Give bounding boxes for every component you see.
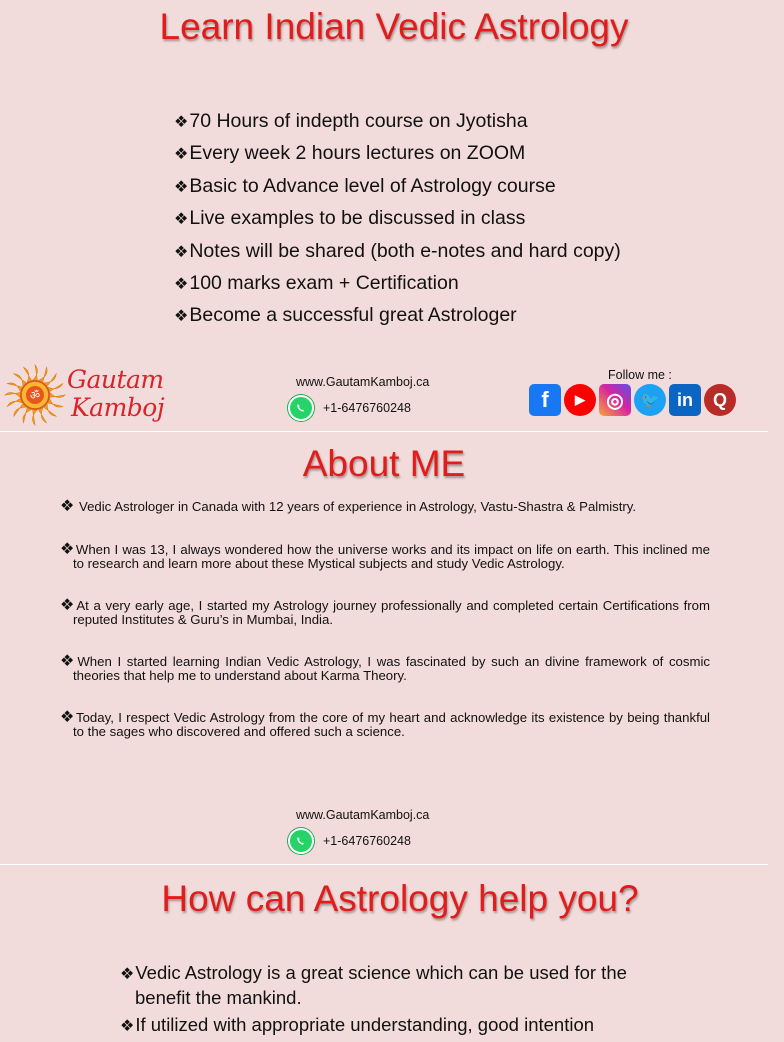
facebook-icon[interactable]: f [529, 384, 561, 416]
help-item-text: Vedic Astrology is a great science which can be used for the benefit the mankind. [135, 962, 627, 1008]
instagram-icon[interactable]: ◎ [599, 384, 631, 416]
about-item-text: When I was 13, I always wondered how the universe works and its impact on life on earth. This inclined me to research and learn more about these Mystical subjects and study Vedic Astrology. [73, 542, 710, 571]
bullet-icon: ❖ [60, 653, 77, 670]
bullet-icon: ❖ [60, 498, 75, 515]
phone-row [288, 828, 411, 854]
feature-item [174, 139, 621, 171]
course-title: Learn Indian Vedic Astrology [159, 6, 629, 47]
bullet-icon: ❖ [60, 541, 75, 558]
whatsapp-icon[interactable] [288, 828, 314, 854]
about-item [60, 500, 710, 514]
course-feature-list [174, 107, 621, 334]
help-list [120, 961, 660, 1042]
brand-name [67, 366, 164, 422]
bullet-icon: ❖ [174, 275, 189, 293]
bullet-icon: ❖ [174, 308, 189, 326]
about-item [60, 599, 710, 627]
about-item [60, 655, 710, 683]
feature-item-text: 100 marks exam + Certification [189, 271, 459, 294]
feature-item [174, 269, 621, 301]
bullet-icon: ❖ [174, 243, 189, 261]
brand-logo [4, 364, 165, 432]
feature-item-text: Notes will be shared (both e-notes and hard copy) [189, 239, 621, 262]
help-item-text: If utilized with appropriate understanding, good intention [135, 1014, 595, 1035]
brand-name-line1: Gautam [67, 365, 164, 394]
phone-number[interactable]: +1-6476760248 [323, 834, 411, 848]
website-link[interactable]: www.GautamKamboj.ca [296, 375, 430, 389]
feature-item-text: Become a successful great Astrologer [189, 304, 517, 327]
slide-about-me [0, 433, 768, 865]
feature-item-text: 70 Hours of indepth course on Jyotisha [189, 110, 528, 132]
about-item-text: Vedic Astrologer in Canada with 12 years of experience in Astrology, Vastu-Shastra & Palmistry. [75, 499, 637, 514]
feature-item-text: Basic to Advance level of Astrology course [189, 174, 556, 197]
feature-item [174, 237, 621, 269]
follow-label: Follow me : [608, 368, 672, 382]
feature-item [174, 107, 621, 139]
feature-item [174, 301, 621, 333]
help-item [120, 961, 660, 1009]
help-title: How can Astrology help you? [161, 878, 639, 919]
twitter-icon[interactable]: 🐦 [634, 384, 666, 416]
phone-number[interactable]: +1-6476760248 [323, 401, 411, 415]
help-item [120, 1013, 660, 1038]
bullet-icon: ❖ [174, 211, 189, 229]
about-title: About ME [302, 443, 466, 484]
about-list [60, 500, 710, 767]
quora-icon[interactable]: Q [704, 384, 736, 416]
bullet-icon: ❖ [120, 966, 135, 983]
about-item-text: At a very early age, I started my Astrology journey professionally and completed certain Certifications from reputed Institutes & Guru’s in Mumbai, India. [73, 598, 711, 627]
about-item-text: Today, I respect Vedic Astrology from the core of my heart and acknowledge its existence by being thankful to the sages who discovered and offered such a science. [73, 710, 710, 739]
feature-item-text: Live examples to be discussed in class [189, 207, 526, 230]
feature-item [174, 172, 621, 204]
bullet-icon: ❖ [120, 1018, 135, 1035]
about-item-text: When I started learning Indian Vedic Astrology, I was fascinated by such an divine framework of cosmic theories that help me to understand about Karma Theory. [73, 654, 710, 683]
website-link[interactable]: www.GautamKamboj.ca [296, 808, 430, 822]
bullet-icon: ❖ [174, 114, 189, 131]
youtube-icon[interactable]: ▶ [564, 384, 596, 416]
svg-text:ॐ: ॐ [29, 389, 41, 402]
social-links [529, 384, 736, 416]
bullet-icon: ❖ [174, 178, 189, 196]
bullet-icon: ❖ [60, 709, 75, 726]
about-item [60, 711, 710, 739]
brand-name-line2: Kamboj [71, 393, 165, 422]
slide-how-astrology-helps [0, 866, 768, 1035]
linkedin-icon[interactable]: in [669, 384, 701, 416]
bullet-icon: ❖ [174, 146, 189, 164]
feature-item-text: Every week 2 hours lectures on ZOOM [189, 142, 526, 165]
whatsapp-icon[interactable] [288, 395, 314, 421]
about-item [60, 543, 710, 571]
sun-logo-icon [4, 364, 66, 426]
feature-item [174, 204, 621, 236]
phone-row [288, 395, 411, 421]
slide-course-intro [0, 0, 768, 432]
bullet-icon: ❖ [60, 597, 76, 614]
